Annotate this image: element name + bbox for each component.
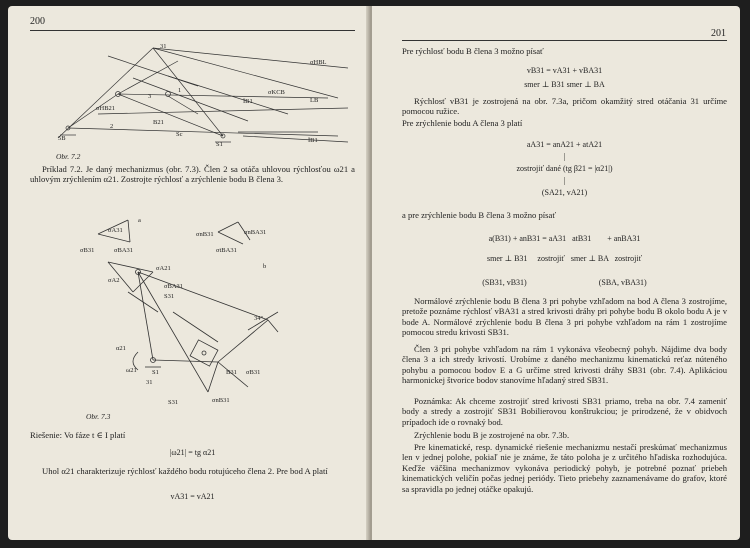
fig73-label-alpha21: α21 [116,345,126,352]
figure-7-2 [48,36,353,148]
fig72-label-1: 1 [178,87,182,94]
note-paragraph: Poznámka: Ak chceme zostrojiť stred krivosti SB31 priamo, treba na obr. 7.4 zameniť body a stredy a zostrojiť SB31 Bobilierovou konštrukciou; je prirodzené, že v obidvoch prípadoch ide o rovnaký bod. [402,396,727,427]
equation-aa-bar: | [563,152,566,161]
fig73-label-s1: S1 [152,369,159,376]
equation-vb-directions: smer ⊥ B31 smer ⊥ BA [524,80,605,89]
solution-paragraph: Riešenie: Vo fáze t ∈ I platí [30,430,126,440]
right-page [372,6,740,540]
intro-accel-b: a pre zrýchlenie bodu B člena 3 možno písať [402,210,557,220]
fig73-label-tba31: σtBA31 [216,247,237,254]
fig72-label-kcb: σKCB [268,89,285,96]
header-rule-left [30,30,355,31]
fig73-label-nb31: σnB31 [196,231,214,238]
fig73-label-vb31: σB31 [246,369,261,376]
equation-aa-bar2: | [563,176,566,185]
angle-paragraph: Uhol α21 charakterizuje rýchlosť každého bodu rotujúceho člena 2. Pre bod A platí [42,466,328,476]
fig73-label-omega21: ω21 [126,367,137,374]
fig73-label-nba31: σnBA31 [244,229,267,236]
figure-7-3-caption: Obr. 7.3 [86,412,111,421]
fig72-label-hb21: σHB21 [96,105,116,112]
fig72-label-s1: S1 [216,141,223,148]
fig73-label-b31: σB31 [80,247,95,254]
fig73-label-a21: σA21 [156,265,171,272]
fig72-label-ib1: ĪB1 [243,98,253,105]
fig73-label-b31-2: B31 [226,369,237,376]
fig73-label-a2: σA2 [108,277,120,284]
equation-ab-directions: smer ⊥ B31 zostrojiť smer ⊥ BA zostrojiť [487,254,642,263]
page-number-left: 200 [30,16,45,27]
intro-velocity: Pre rýchlosť bodu B člena 3 možno písať [402,46,544,56]
fig73-label-ba31: σBA31 [114,247,134,254]
fig73-label-31: 31 [146,379,153,386]
fig72-label-31: 31 [160,43,167,50]
header-rule-right [402,40,727,41]
fig73-label-a: a [138,217,141,224]
fig73-label-a31: σA31 [108,227,123,234]
equation-va: vA31 = vA21 [170,492,215,501]
velocity-paragraph: Rýchlosť vB31 je zostrojená na obr. 7.3a, pričom okamžitý stred otáčania 31 určíme pomocou ružice. [402,96,727,117]
equation-ab-centers: (SB31, vB31) (SBA, vBA31) [482,278,647,287]
fig73-label-b: b [263,263,267,270]
equation-omega: |ω21| = tg α21 [169,448,216,457]
fig72-label-3: 3 [148,93,152,100]
fig72-label-ib1-bottom: ĪB1 [308,137,318,144]
equation-aa-centers: (SA21, vA21) [541,188,588,197]
normal-accel-paragraph: Normálové zrýchlenie bodu B člena 3 pri pohybe vzhľadom na bod A člena 3 zostrojíme, pretože poznáme rýchlosť vBA31 a stred krivosti dráhy pri pohybe bodu B okolo bodu A je v bode A. Normálové zrýchlenie bodu B člena 3 pri pohybe vzhľadom na rám 1 zostrojíme pomocou stredu krivosti SB31. [402,296,727,338]
equation-aa: aA31 = anA21 + atA21 [526,140,603,149]
fig72-label-2: 2 [110,123,114,130]
accel-b-paragraph: Zrýchlenie bodu B je zostrojené na obr. 7.3b. [414,430,570,440]
left-page [8,6,370,540]
equation-aa-given: zostrojiť dané (tg β21 = |α21|) [516,164,613,173]
fig72-label-5b: 5B [58,135,66,142]
fig73-label-s31: S31 [164,293,175,300]
fig72-label-sc: Sc [176,131,183,138]
fig73-label-34: 34° [254,315,264,322]
fig72-label-lb: LB [310,97,319,104]
member-paragraph: Člen 3 pri pohybe vzhľadom na rám 1 vykonáva všeobecný pohyb. Nájdime dva body člena 3 a ich stredy krivostí. Urobíme z daného mechanizmu kinematickú reťaz núteného pohybu a pomocou bodov E a G určíme stred krivosti dráhy SB31 (obr. 7.4). Aplikáciou harmonickej štvorice bodov stanovíme hľadaný stred SB31. [402,344,727,386]
figure-7-3 [68,212,338,410]
equation-vb: vB31 = vA31 + vBA31 [526,66,603,75]
fig72-label-b21: B21 [153,119,164,126]
equation-ab: a(B31) + anB31 = aA31 atB31 + anBA31 [488,234,641,243]
fig73-label-nb31-bottom: σnB31 [212,397,230,404]
example-paragraph: Príklad 7.2. Je daný mechanizmus (obr. 7.3). Člen 2 sa otáča uhlovou rýchlosťou ω21 a uhlovým zrýchlením α21. Zostrojte rýchlosť a zrýchlenie bodu B člena 3. [30,164,355,185]
figure-7-2-caption: Obr. 7.2 [56,152,81,161]
fig73-label-ba31-2: σBA31 [164,283,184,290]
page-number-right: 201 [711,28,726,39]
intro-accel-a: Pre zrýchlenie bodu A člena 3 platí [402,118,523,128]
fig73-label-s31-bottom: S31 [168,399,179,406]
final-paragraph: Pre kinematické, resp. dynamické riešenie mechanizmu nestačí preskúmať mechanizmus len v jednej polohe, pokiaľ nie je známe, že táto poloha je z určitého hľadiska rozhodujúca. Keďže väčšina mechanizmov vykonáva periodický pohyb, je potrebné poznať priebeh kinematických veličín počas jednej periódy. Tieto priebehy zaznamenávame do grafov, ktoré sa spravidla po jednej otáčke opakujú. [402,442,727,494]
fig72-label-hbl: σHBL [310,59,327,66]
